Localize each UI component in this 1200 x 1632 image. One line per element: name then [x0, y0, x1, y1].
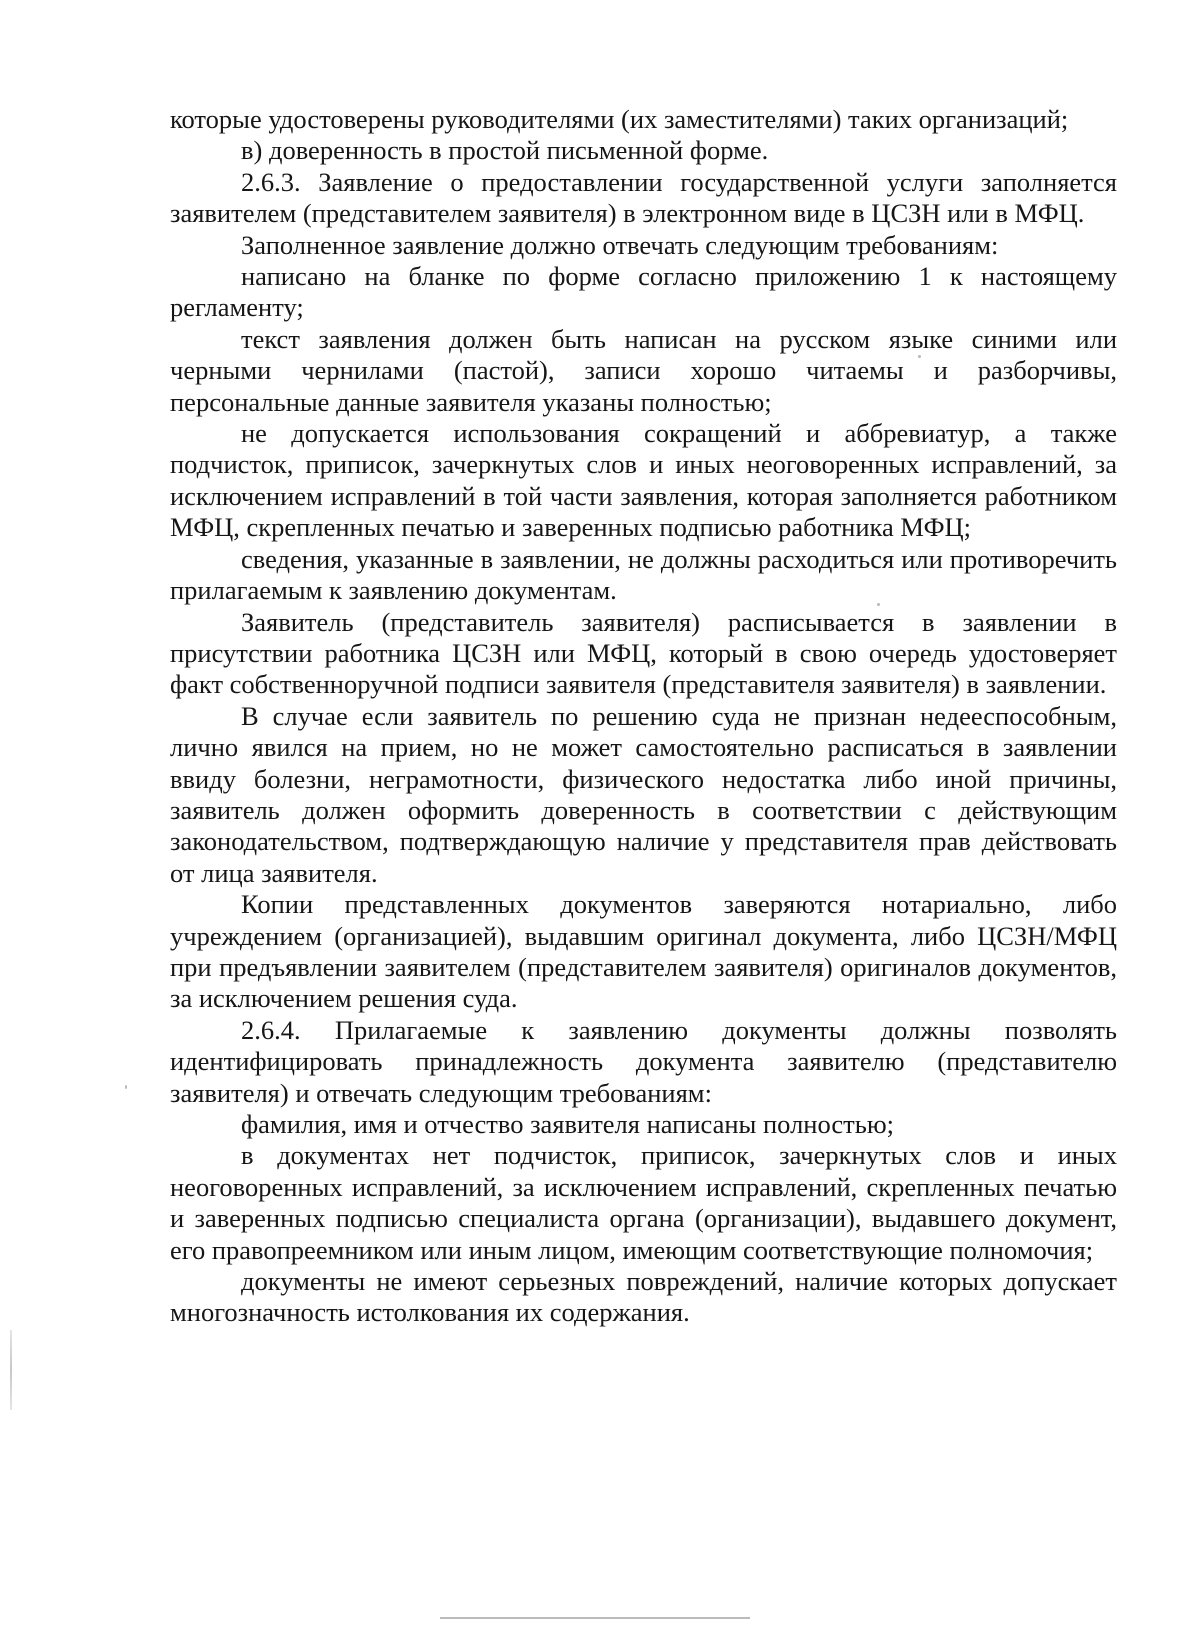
paragraph-copies: Копии представленных документов заверяются нотариально, либо учреждением (организацией), выдавшим оригинал документа, либо ЦСЗН/МФЦ при предъявлении заявителем (представителем заявителя) оригиналов документов, за исключением решения суда. [170, 889, 1117, 1014]
paragraph-no-corrections: в документах нет подчисток, приписок, зачеркнутых слов и иных неоговоренных исправлений, за исключением исправлений, скрепленных печатью и заверенных подписью специалиста органа (организации), выдавшего документ, его правопреемником или иным лицом, имеющим соответствующие полномочия; [170, 1140, 1117, 1265]
paragraph-no-damage: документы не имеют серьезных повреждений, наличие которых допускает многозначность истолкования их содержания. [170, 1266, 1117, 1328]
paragraph-continuation: которые удостоверены руководителями (их заместителями) таких организаций; [170, 104, 1069, 134]
paragraph-requirement-consistency: сведения, указанные в заявлении, не должны расходиться или противоречить прилагаемым к заявлению документам. [170, 543, 1117, 606]
document-body [170, 104, 1117, 1329]
scan-bottom-edge [440, 1617, 750, 1619]
scan-speck [125, 1085, 127, 1089]
paragraph-requirements-intro: Заполненное заявление должно отвечать следующим требованиям: [241, 229, 999, 260]
paragraph-requirement-no-abbreviations: не допускается использования сокращений и аббревиатур, а также подчисток, приписок, зачеркнутых слов и иных неоговоренных исправлений, за исключением исправлений в той части заявления, которая заполняется работником МФЦ, скрепленных печатью и заверенных подписью работника МФЦ; [170, 418, 1117, 543]
paragraph-2-6-4: 2.6.4. Прилагаемые к заявлению документы должны позволять идентифицировать принадлежность документа заявителю (представителю заявителя) и отвечать следующим требованиям: [170, 1014, 1117, 1108]
paragraph-2-6-3: 2.6.3. Заявление о предоставлении государственной услуги заполняется заявителем (представителем заявителя) в электронном виде в ЦСЗН или в МФЦ. [170, 166, 1117, 229]
paragraph-requirement-ink: текст заявления должен быть написан на русском языке синими или черными чернилами (пастой), записи хорошо читаемы и разборчивы, персональные данные заявителя указаны полностью; [170, 323, 1117, 417]
paragraph-power-of-attorney: в) доверенность в простой письменной форме. [241, 135, 769, 166]
scan-margin-mark [10, 1330, 12, 1410]
paragraph-full-name: фамилия, имя и отчество заявителя написаны полностью; [241, 1109, 894, 1139]
paragraph-signature: Заявитель (представитель заявителя) расписывается в заявлении в присутствии работника ЦСЗН или МФЦ, который в свою очередь удостоверяет факт собственноручной подписи заявителя (представителя заявителя) в заявлении. [170, 606, 1117, 700]
paragraph-requirement-form: написано на бланке по форме согласно приложению 1 к настоящему регламенту; [170, 261, 1117, 323]
paragraph-inability-to-sign: В случае если заявитель по решению суда не признан недееспособным, лично явился на прием, но не может самостоятельно расписаться в заявлении ввиду болезни, неграмотности, физического недостатка либо иной причины, заявитель должен оформить доверенность в соответствии с действующим законодательством, подтверждающую наличие у представителя прав действовать от лица заявителя. [170, 700, 1117, 888]
